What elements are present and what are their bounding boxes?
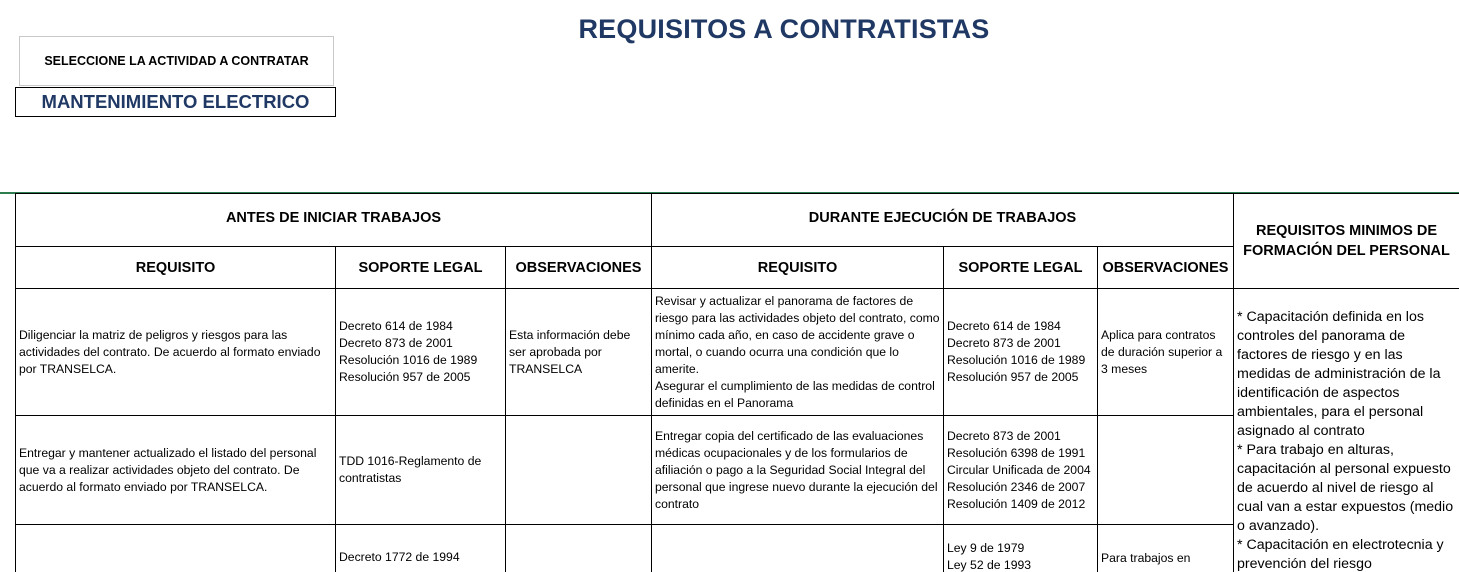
table-cell: Ley 9 de 1979 Ley 52 de 1993 xyxy=(947,541,1032,572)
group-header-before: ANTES DE INICIAR TRABAJOS xyxy=(225,210,442,226)
table-cell: Aplica para contratos de duración superior a 3 meses xyxy=(1101,327,1223,376)
table-cell: Decreto 614 de 1984 Decreto 873 de 2001 Resolución 1016 de 1989 Resolución 957 de 2005 xyxy=(339,319,478,384)
column-header-before-soporte: SOPORTE LEGAL xyxy=(358,259,483,276)
activity-selector-label: SELECCIONE LA ACTIVIDAD A CONTRATAR xyxy=(19,36,334,86)
table-cell: Decreto 873 de 2001 Resolución 6398 de 1991 Circular Unificada de 2004 Resolución 2346 de 2007 Resolución 1409 de 2012 xyxy=(947,428,1091,511)
table-cell xyxy=(506,416,651,524)
table-cell: Esta información debe ser aprobada por TRANSELCA xyxy=(509,327,631,376)
table-cell: Decreto 1772 de 1994 xyxy=(339,550,460,564)
table-cell: Diligenciar la matriz de peligros y riesgos para las actividades del contrato. De acuerdo al formato enviado por TRANSELCA. xyxy=(19,327,321,376)
table-cell xyxy=(1098,416,1233,524)
group-header-training: REQUISITOS MINIMOS DE FORMACIÓN DEL PERSONAL xyxy=(1243,223,1450,259)
activity-selector-dropdown[interactable]: MANTENIMIENTO ELECTRICO xyxy=(15,87,336,117)
column-header-before-requisito: REQUISITO xyxy=(135,259,216,276)
column-header-during-soporte: SOPORTE LEGAL xyxy=(958,259,1083,276)
table-cell xyxy=(16,525,335,572)
table-cell: Entregar y mantener actualizado el listado del personal que va a realizar actividades objeto del contrato. De acuerdo al formato enviado por TRANSELCA. xyxy=(19,445,317,494)
column-header-before-observaciones: OBSERVACIONES xyxy=(515,259,642,276)
table-cell: Entregar copia del certificado de las evaluaciones médicas ocupacionales y de los formularios de afiliación o pago a la Seguridad Social Integral del personal que ingrese nuevo durante la ejecución del contrato xyxy=(655,428,938,511)
table-cell: Decreto 614 de 1984 Decreto 873 de 2001 Resolución 1016 de 1989 Resolución 957 de 2005 xyxy=(947,319,1086,384)
training-requirements-text: * Capacitación definida en los controles del panorama de factores de riesgo y en las medidas de administración de la identificación de aspectos ambientales, para el personal asignado al contrato * Para trabajo en alturas, capacitación al personal expuesto de acuerdo al nivel de riesgo al cual van a estar expuestos (medio o avanzado). * Capacitación en electrotecnia y prevención del riesgo xyxy=(1237,309,1454,572)
table-cell: TDD 1016-Reglamento de contratistas xyxy=(339,454,482,485)
table-cell xyxy=(652,525,943,572)
column-header-during-requisito: REQUISITO xyxy=(757,259,838,276)
page-title: REQUISITOS A CONTRATISTAS xyxy=(578,14,990,44)
table-cell xyxy=(506,525,651,572)
table-cell: Revisar y actualizar el panorama de factores de riesgo para las actividades objeto del contrato, como mínimo cada año, en caso de accidente grave o mortal, o cuando ocurra una condición que lo amerite. Asegurar el cumplimiento de las medidas de control definidas en el Panorama xyxy=(655,293,940,410)
column-header-during-observaciones: OBSERVACIONES xyxy=(1102,259,1229,276)
table-cell: Para trabajos en xyxy=(1101,551,1191,565)
group-header-during: DURANTE EJECUCIÓN DE TRABAJOS xyxy=(808,210,1077,226)
